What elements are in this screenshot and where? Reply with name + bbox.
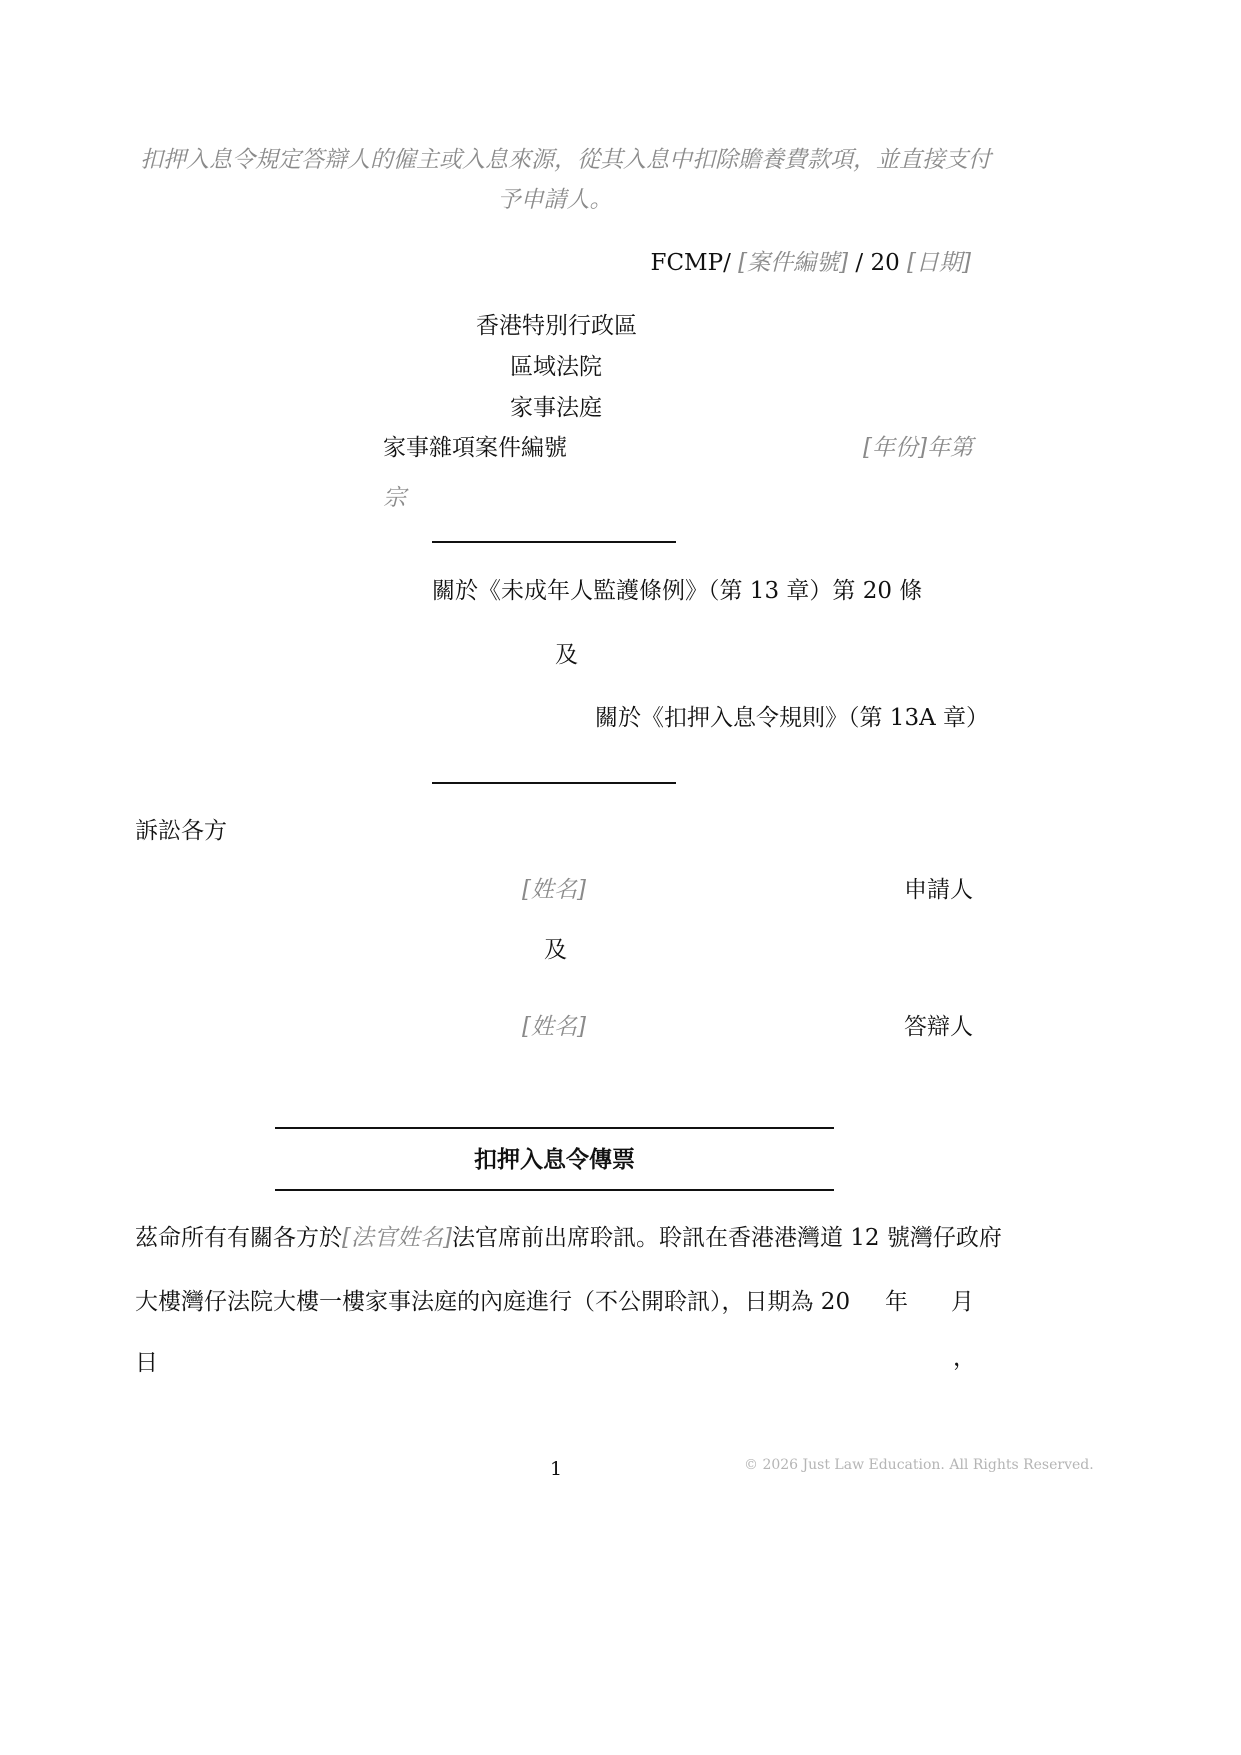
day-unit: 日	[135, 1350, 158, 1376]
case-ref-prefix: FCMP/	[650, 250, 739, 276]
case-year-placeholder: [年份]	[863, 435, 927, 461]
divider-rule-1	[432, 541, 676, 543]
case-date-placeholder: [日期]	[907, 250, 971, 276]
note-line-1: 扣押入息令規定答辯人的僱主或入息來源，從其入息中扣除贍養費款項，並直接支付	[140, 147, 991, 173]
case-suffix: 宗	[383, 485, 406, 511]
case-year-field	[863, 435, 973, 463]
body-line-1	[135, 1225, 1002, 1253]
parties-and: 及	[544, 937, 567, 963]
matter-line-2: 關於《扣押入息令規則》（第 13A 章）	[595, 705, 989, 731]
document-title: 扣押入息令傳票	[474, 1146, 635, 1173]
applicant-name-placeholder: [姓名]	[522, 877, 586, 903]
respondent-role: 答辯人	[904, 1014, 973, 1040]
respondent-name-placeholder: [姓名]	[522, 1014, 586, 1040]
note-line-2: 予申請人。	[497, 187, 613, 213]
title-rule-top	[275, 1127, 834, 1129]
copyright-notice: © 2026 Just Law Education. All Rights Reserved.	[744, 1457, 1094, 1473]
body-part-1: 茲命所有有關各方於	[135, 1225, 342, 1251]
body-part-2: 法官席前出席聆訊。聆訊在香港港灣道 12 號灣仔政府	[451, 1225, 1002, 1251]
title-rule-bottom	[275, 1189, 834, 1191]
case-ref-mid: / 20	[848, 250, 908, 276]
case-type-label: 家事雜項案件編號	[383, 435, 567, 461]
court-region: 香港特別行政區	[476, 313, 637, 339]
body-line-2: 大樓灣仔法院大樓一樓家事法庭的內庭進行（不公開聆訊），日期為 20	[135, 1289, 851, 1315]
case-reference	[650, 250, 971, 278]
judge-name-placeholder: [法官姓名]	[342, 1225, 452, 1251]
parties-heading: 訴訟各方	[135, 818, 227, 844]
court-division: 家事法庭	[510, 395, 602, 421]
matter-and: 及	[555, 642, 578, 668]
month-unit: 月	[951, 1289, 974, 1315]
page-number: 1	[550, 1458, 563, 1480]
divider-rule-2	[432, 782, 676, 784]
applicant-role: 申請人	[904, 877, 973, 903]
court-name: 區域法院	[510, 354, 602, 380]
matter-line-1: 關於《未成年人監護條例》（第 13 章）第 20 條	[432, 578, 923, 604]
case-year-suffix: 年第	[927, 435, 973, 461]
year-unit: 年	[885, 1289, 908, 1315]
trailing-comma: ，	[953, 1345, 976, 1371]
case-number-placeholder: [案件編號]	[738, 250, 849, 276]
